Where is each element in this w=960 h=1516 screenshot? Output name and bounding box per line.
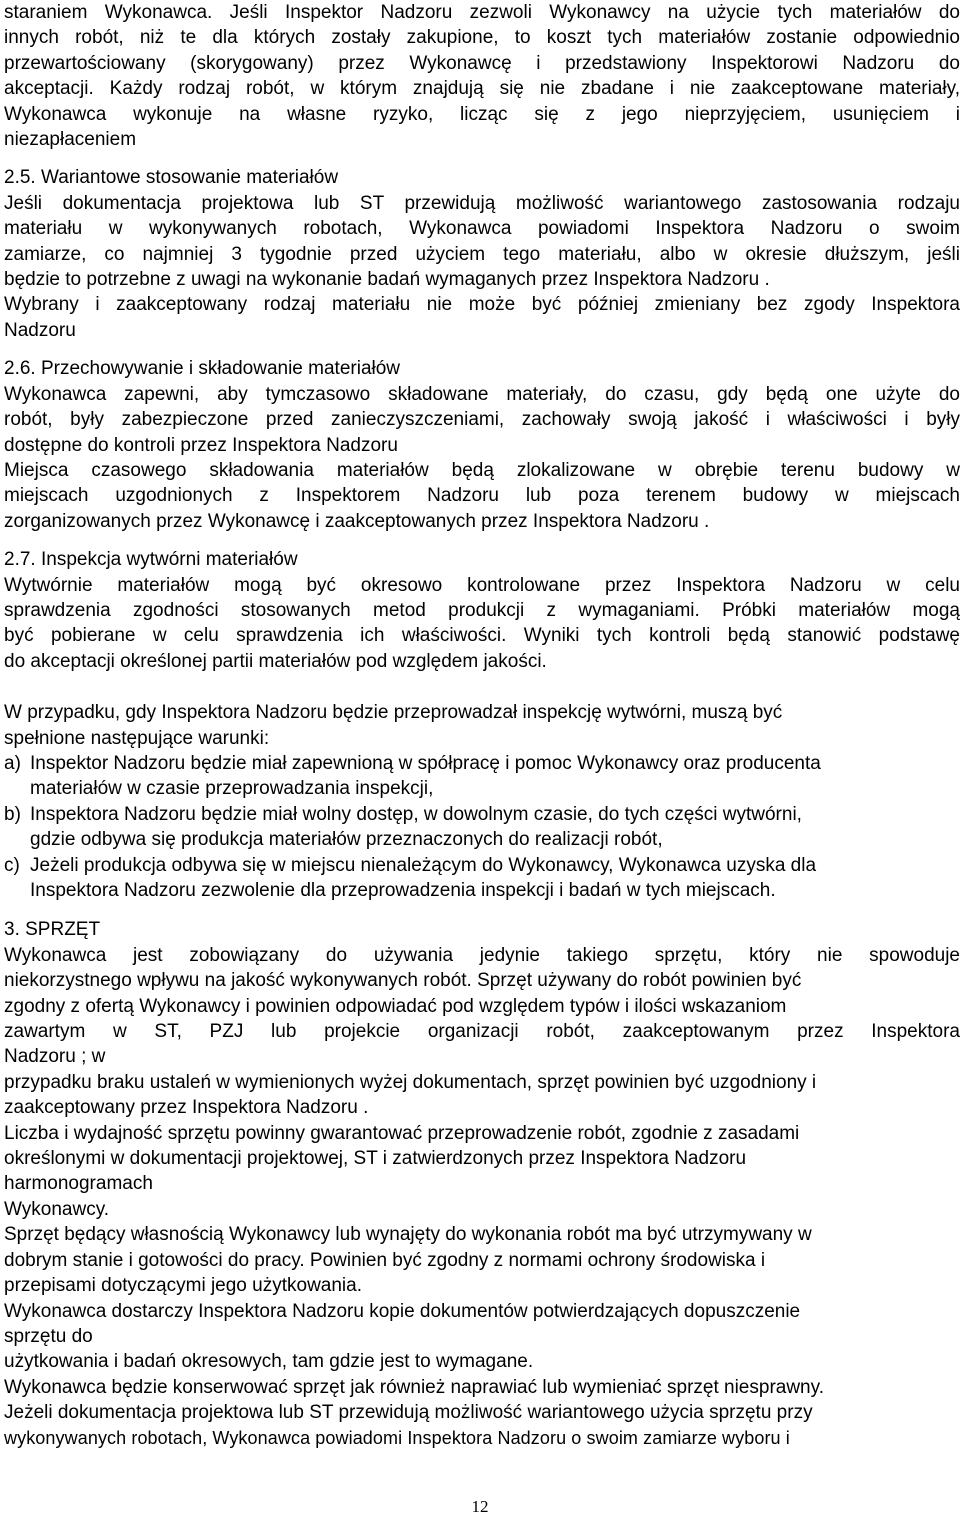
text-line: Wykonawca jest zobowiązany do używania jedynie takiego sprzętu, który nie spowoduje (4, 944, 960, 966)
list-item (4, 802, 960, 853)
text-line: będzie to potrzebne z uwagi na wykonanie badań wymaganych przez Inspektora Nadzoru . (4, 269, 770, 291)
list-marker: c) (4, 854, 20, 876)
paragraph (4, 0, 960, 152)
text-line: Miejsca czasowego składowania materiałów będą zlokalizowane w obrębie terenu budowy w (4, 459, 960, 481)
list-item (4, 751, 960, 802)
text-line: do akceptacji określonej partii materiałów pod względem jakości. (4, 650, 547, 672)
section-2-5 (4, 165, 960, 343)
text-line: Wykonawca zapewni, aby tymczasowo składowane materiały, do czasu, gdy będą one użyte do (4, 383, 960, 405)
text-line: zorganizowanych przez Wykonawcę i zaakceptowanych przez Inspektora Nadzoru . (4, 510, 710, 532)
heading-text: 2.5. Wariantowe stosowanie materiałów (4, 167, 339, 189)
section-2-4-tail (4, 0, 960, 152)
conditions-list (4, 751, 960, 903)
text-line: przewartościowany (skorygowany) przez Wykonawcę i przedstawiony Inspektorowi Nadzoru do (4, 52, 960, 74)
paragraph (4, 382, 960, 534)
section-heading (4, 917, 960, 942)
heading-text: 2.6. Przechowywanie i składowanie materiałów (4, 358, 401, 380)
text-line: zawartym w ST, PZJ lub projekcie organizacji robót, zaakceptowanym przez Inspektora (4, 1021, 960, 1043)
text-line: innych robót, niż te dla których zostały zakupione, to koszt tych materiałów zostanie odpowiednio (4, 27, 960, 49)
text-line: materiałów w czasie przeprowadzania inspekcji, (30, 778, 434, 800)
section-heading (4, 356, 960, 381)
section-2-6 (4, 356, 960, 534)
text-line: Wykonawca będzie konserwować sprzęt jak również naprawiać lub wymieniać sprzęt niesprawny. (4, 1376, 824, 1398)
text-line: Liczba i wydajność sprzętu powinny gwarantować przeprowadzenie robót, zgodnie z zasadami (4, 1122, 800, 1144)
list-marker: a) (4, 752, 21, 774)
text-line: robót, były zabezpieczone przed zanieczyszczeniami, zachowały swoją jakość i właściwości i były (4, 409, 960, 431)
text-line: harmonogramach (4, 1173, 153, 1195)
text-line: określonymi w dokumentacji projektowej, ST i zatwierdzonych przez Inspektora Nadzoru (4, 1148, 747, 1170)
text-line: Jeżeli produkcja odbywa się w miejscu nienależącym do Wykonawcy, Wykonawca uzyska dla (30, 854, 817, 876)
text-line: wykonywanych robotach, Wykonawca powiadomi Inspektora Nadzoru o swoim zamiarze wyboru i (4, 1427, 790, 1448)
text-line: gdzie odbywa się produkcja materiałów przeznaczonych do realizacji robót, (30, 829, 663, 851)
text-line: sprawdzenia zgodności stosowanych metod produkcji z wymaganiami. Próbki materiałów mogą (4, 599, 960, 621)
text-line: niezapłaceniem (4, 129, 137, 151)
text-line: Jeśli dokumentacja projektowa lub ST przewidują możliwość wariantowego zastosowania rodzaju (4, 192, 960, 214)
paragraph (4, 191, 960, 343)
text-line: sprzętu do (4, 1325, 93, 1347)
list-item (4, 853, 960, 904)
text-line: staraniem Wykonawca. Jeśli Inspektor Nadzoru zezwoli Wykonawcy na użycie tych materiałów do (4, 2, 960, 23)
text-line: Sprzęt będący własnością Wykonawcy lub wynajęty do wykonania robót ma być utrzymywany w (4, 1224, 812, 1246)
paragraph (4, 573, 960, 675)
text-line: zaakceptowany przez Inspektora Nadzoru . (4, 1097, 369, 1119)
page-number: 12 (471, 1497, 489, 1516)
heading-text: 2.7. Inspekcja wytwórni materiałów (4, 549, 298, 571)
text-line: dobrym stanie i gotowości do pracy. Powinien być zgodny z normami ochrony środowiska i (4, 1249, 766, 1271)
text-line: Wykonawcy. (4, 1198, 110, 1220)
text-line: Wykonawca wykonuje na własne ryzyko, licząc się z jego nieprzyjęciem, usunięciem i (4, 103, 960, 125)
text-line: przepisami dotyczącymi jego użytkowania. (4, 1275, 362, 1297)
section-heading (4, 547, 960, 572)
text-line: Nadzoru (4, 319, 76, 341)
paragraph (4, 943, 960, 1451)
text-line: Wykonawca dostarczy Inspektora Nadzoru kopie dokumentów potwierdzających dopuszczenie (4, 1300, 801, 1322)
text-line: Jeżeli dokumentacja projektowa lub ST przewidują możliwość wariantowego użycia sprzętu przy (4, 1402, 813, 1424)
text-line: przypadku braku ustaleń w wymienionych wyżej dokumentach, sprzęt powinien być uzgodniony i (4, 1071, 817, 1093)
text-line: Wybrany i zaakceptowany rodzaj materiału nie może być później zmieniany bez zgody Inspektora (4, 294, 960, 316)
section-heading (4, 165, 960, 190)
text-line: użytkowania i badań okresowych, tam gdzie jest to wymagane. (4, 1351, 534, 1373)
text-line: materiału w wykonywanych robotach, Wykonawca powiadomi Inspektora Nadzoru o swoim (4, 218, 960, 240)
text-line: Wytwórnie materiałów mogą być okresowo kontrolowane przez Inspektora Nadzoru w celu (4, 574, 960, 596)
conditions-intro (4, 700, 960, 751)
list-marker: b) (4, 803, 21, 825)
text-line: Inspektor Nadzoru będzie miał zapewnioną w spółpracę i pomoc Wykonawcy oraz producenta (30, 752, 821, 774)
section-2-7 (4, 547, 960, 903)
text-line: Nadzoru ; w (4, 1046, 106, 1068)
heading-text: 3. SPRZĘT (4, 919, 101, 941)
text-line: W przypadku, gdy Inspektora Nadzoru będzie przeprowadzał inspekcję wytwórni, muszą być (4, 702, 783, 724)
text-line: spełnione następujące warunki: (4, 727, 270, 749)
text-line: zamiarze, co najmniej 3 tygodnie przed użyciem tego materiału, albo w okresie dłuższym, jeśli (4, 243, 960, 265)
text-line: miejscach uzgodnionych z Inspektorem Nadzoru lub poza terenem budowy w miejscach (4, 485, 960, 507)
section-3 (4, 917, 960, 1451)
text-line: zgodny z ofertą Wykonawcy i powinien odpowiadać pod względem typów i ilości wskazaniom (4, 995, 787, 1017)
document-page (4, 0, 960, 1516)
text-line: niekorzystnego wpływu na jakość wykonywanych robót. Sprzęt używany do robót powinien być (4, 970, 802, 992)
text-line: Inspektora Nadzoru będzie miał wolny dostęp, w dowolnym czasie, do tych części wytwórni, (30, 803, 802, 825)
text-line: dostępne do kontroli przez Inspektora Nadzoru (4, 434, 398, 456)
text-line: Inspektora Nadzoru zezwolenie dla przeprowadzenia inspekcji i badań w tych miejscach. (30, 880, 776, 901)
text-line: akceptacji. Każdy rodzaj robót, w którym znajdują się nie zbadane i nie zaakceptowane materiały, (4, 78, 960, 100)
text-line: być pobierane w celu sprawdzenia ich właściwości. Wyniki tych kontroli będą stanowić podstawę (4, 625, 960, 647)
